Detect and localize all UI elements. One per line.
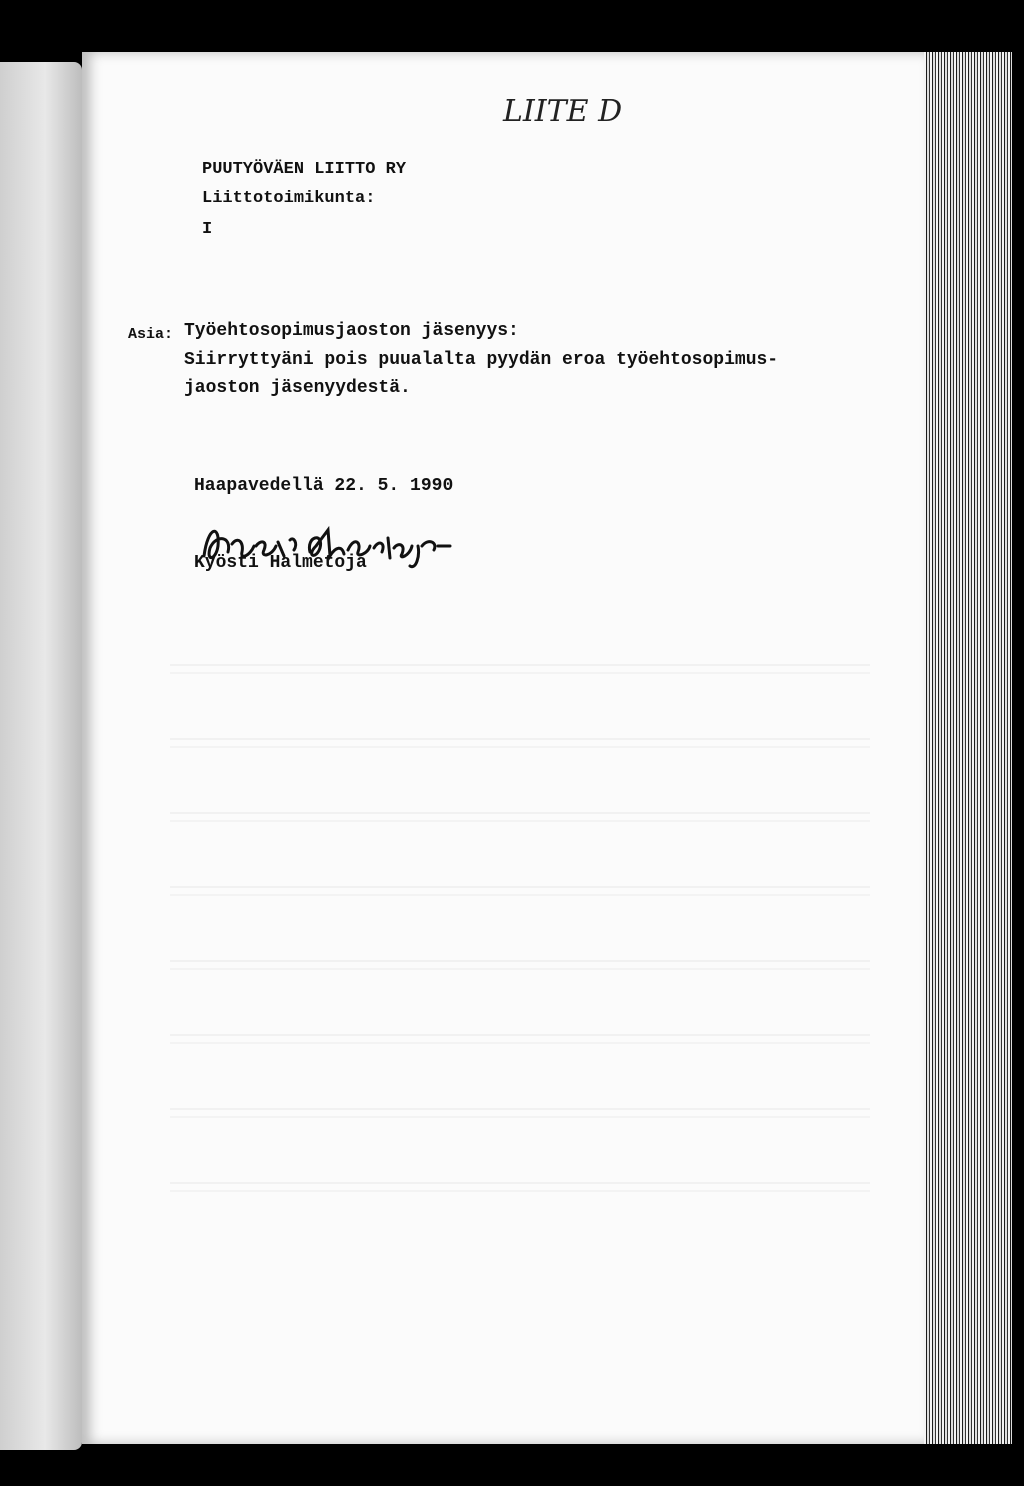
dateline: Haapavedellä 22. 5. 1990 [194,476,454,496]
show-through-texture [170,600,870,1200]
subject-body-line-2: jaoston jäsenyydestä. [184,378,411,398]
handwritten-annotation: LIITE D [503,94,623,129]
left-page-edge [0,62,82,1450]
book-page-edges [924,52,1012,1444]
subject-title: Työehtosopimusjaoston jäsenyys: [184,321,519,341]
organization-name: PUUTYÖVÄEN LIITTO RY [202,160,407,179]
typed-signature-name: Kyösti Halmetoja [194,553,367,573]
recipient-line: Liittotoimikunta: [202,189,376,208]
subject-prefix: Asia: [128,326,174,343]
subject-body-line-1: Siirryttyäni pois puualalta pyydän eroa työehtosopimus- [184,350,779,370]
marker-line: I [202,220,213,239]
